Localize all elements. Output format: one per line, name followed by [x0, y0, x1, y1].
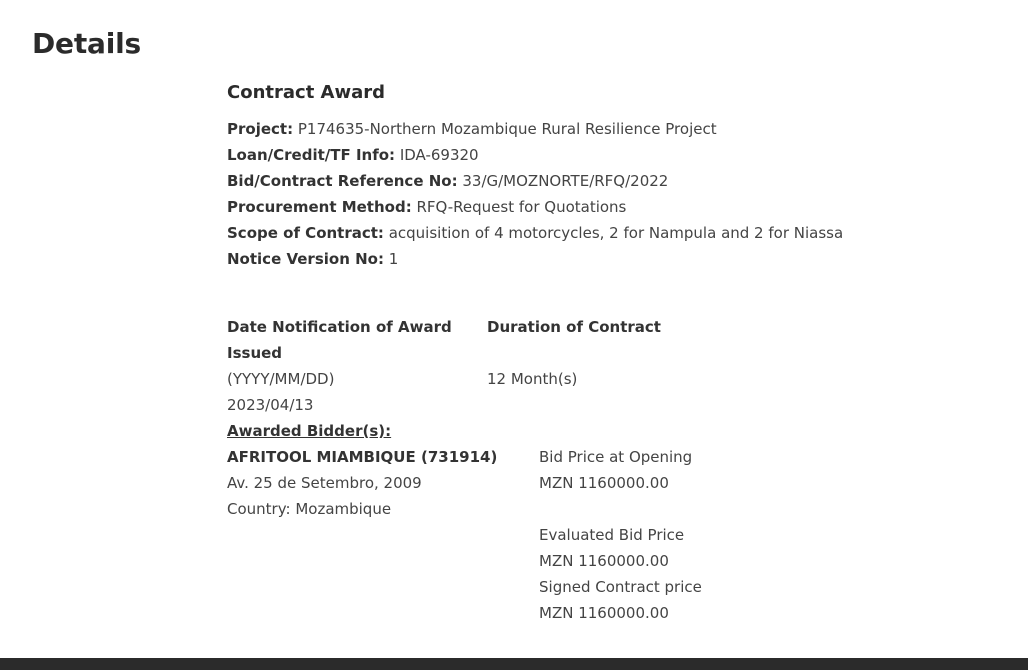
loan-credit-line: [227, 142, 987, 168]
date-notification-header: Date Notification of Award Issued: [227, 318, 452, 362]
bidder-info: [227, 444, 539, 626]
bidder-entry: [227, 444, 987, 626]
procurement-method-value: RFQ-Request for Quotations: [416, 198, 627, 216]
section-title: Contract Award: [227, 82, 386, 103]
contract-award-section: [227, 80, 987, 626]
award-table: [227, 314, 987, 418]
signed-price-value: MZN 1160000.00: [539, 604, 669, 622]
evaluated-price-value: MZN 1160000.00: [539, 552, 669, 570]
footer-bar: [0, 658, 1028, 670]
bid-price-value: MZN 1160000.00: [539, 474, 669, 492]
bidder-prices: [539, 444, 839, 626]
project-value: P174635-Northern Mozambique Rural Resilience Project: [297, 120, 717, 138]
bid-price-label: Bid Price at Opening: [539, 448, 693, 466]
procurement-method-label: Procurement Method:: [227, 198, 412, 216]
reference-no-line: [227, 168, 987, 194]
scope-label: Scope of Contract:: [227, 224, 384, 242]
bidder-address: Av. 25 de Setembro, 2009: [227, 474, 422, 492]
reference-no-value: 33/G/MOZNORTE/RFQ/2022: [462, 172, 669, 190]
notice-version-line: [227, 246, 987, 272]
page-title: Details: [32, 27, 141, 60]
signed-price-label: Signed Contract price: [539, 578, 702, 596]
notice-version-value: 1: [388, 250, 399, 268]
project-line: [227, 116, 987, 142]
loan-credit-value: IDA-69320: [399, 146, 479, 164]
date-format-hint: (YYYY/MM/DD): [227, 370, 335, 388]
reference-no-label: Bid/Contract Reference No:: [227, 172, 458, 190]
loan-credit-label: Loan/Credit/TF Info:: [227, 146, 396, 164]
bidder-name: AFRITOOL MIAMBIQUE (731914): [227, 448, 498, 466]
date-notification-value: 2023/04/13: [227, 396, 314, 414]
project-label: Project:: [227, 120, 294, 138]
duration-value: 12 Month(s): [487, 370, 578, 388]
awarded-bidders-heading: Awarded Bidder(s):: [227, 422, 392, 440]
procurement-method-line: [227, 194, 987, 220]
scope-value: acquisition of 4 motorcycles, 2 for Nampula and 2 for Niassa: [388, 224, 844, 242]
scope-line: [227, 220, 987, 246]
evaluated-price-label: Evaluated Bid Price: [539, 526, 685, 544]
notice-version-label: Notice Version No:: [227, 250, 384, 268]
bidder-country: Country: Mozambique: [227, 500, 392, 518]
duration-header: Duration of Contract: [487, 318, 661, 336]
